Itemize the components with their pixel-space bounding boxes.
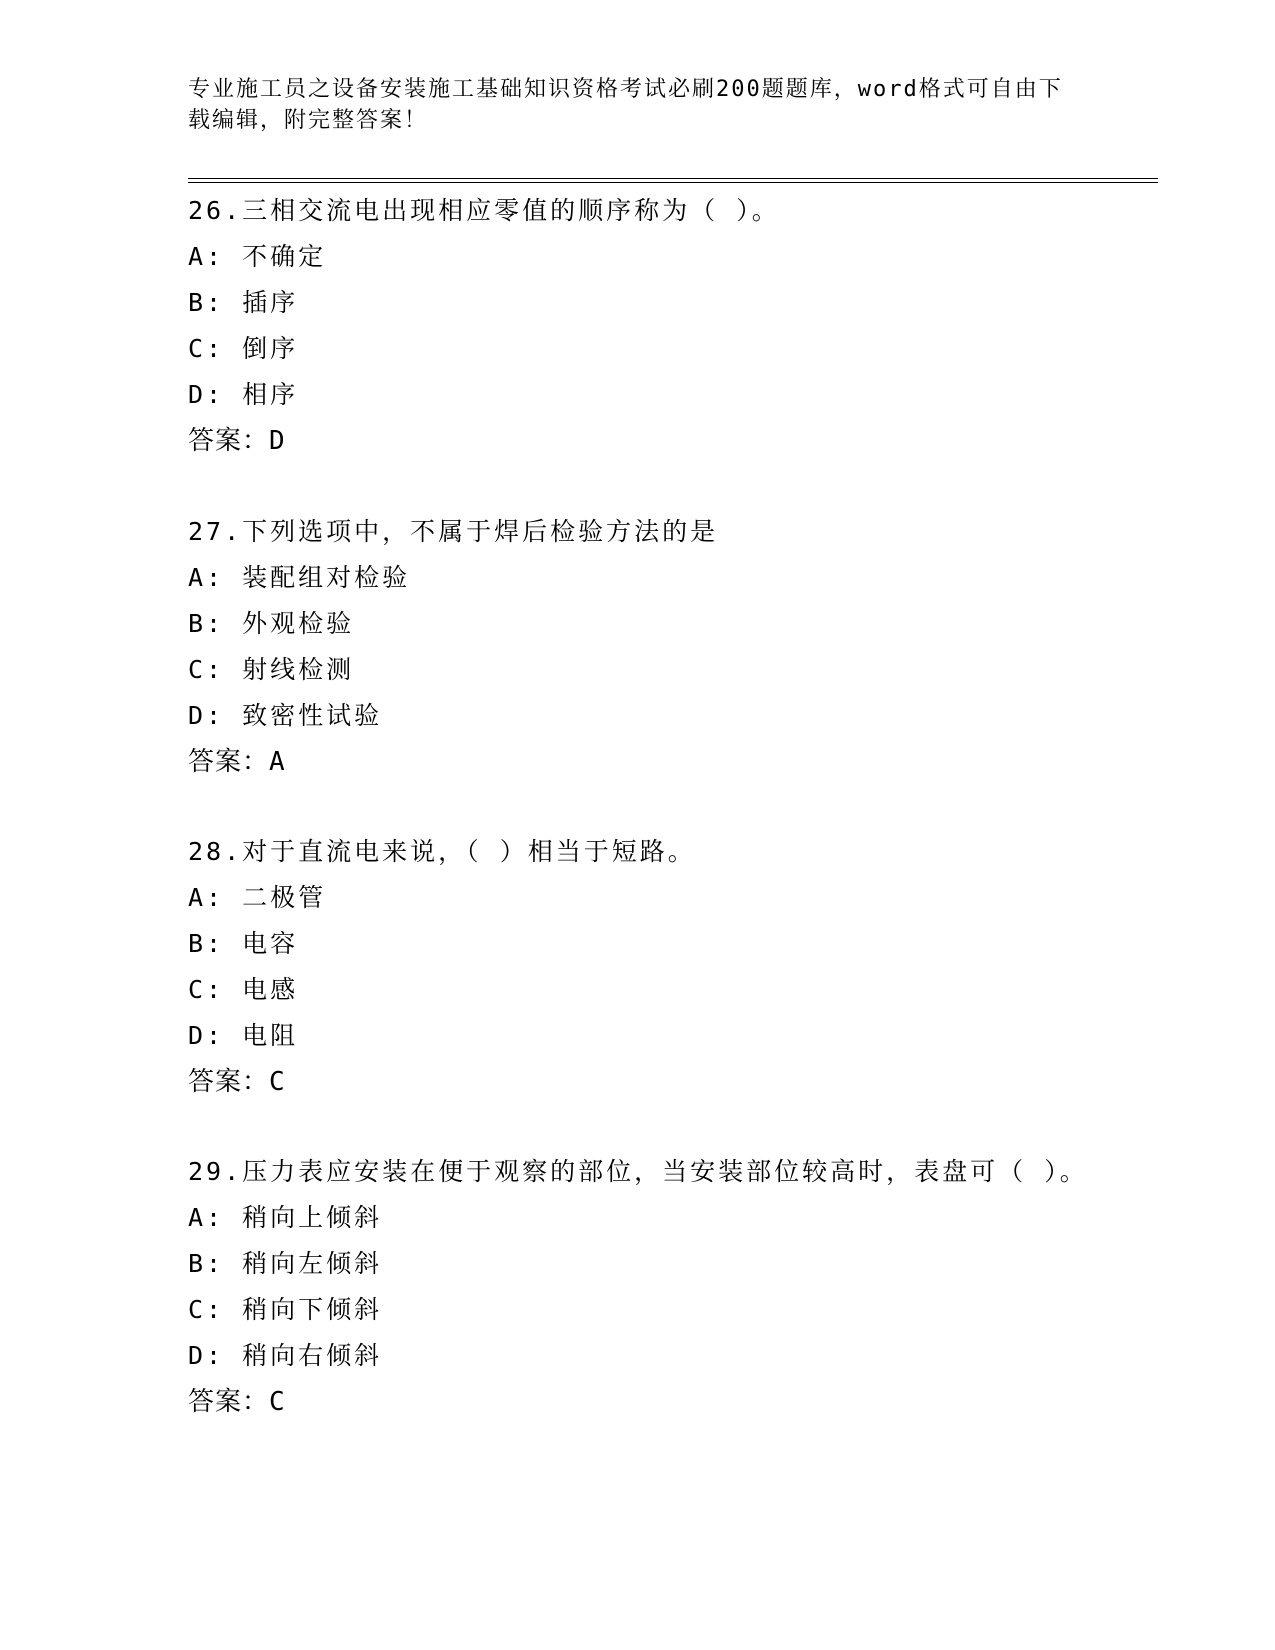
option-a: A: 稍向上倾斜 xyxy=(188,1203,383,1232)
header-divider-bottom xyxy=(188,182,1158,183)
header-divider-top xyxy=(188,178,1158,179)
answer: 答案：C xyxy=(188,1387,286,1417)
question-stem: 28.对于直流电来说，（ ）相当于短路。 xyxy=(188,837,696,866)
option-a: A: 不确定 xyxy=(188,242,327,271)
option-d: D: 致密性试验 xyxy=(188,701,383,730)
question-stem: 27.下列选项中，不属于焊后检验方法的是 xyxy=(188,517,719,546)
option-a: A: 二极管 xyxy=(188,883,327,912)
option-c: C: 射线检测 xyxy=(188,655,355,684)
question-28 xyxy=(188,829,1088,1105)
question-stem: 29.压力表应安装在便于观察的部位，当安装部位较高时，表盘可（ ）。 xyxy=(188,1157,1088,1186)
option-a: A: 装配组对检验 xyxy=(188,563,411,592)
question-26 xyxy=(188,188,1088,464)
answer: 答案：A xyxy=(188,747,286,777)
option-b: B: 插序 xyxy=(188,288,299,317)
answer: 答案：C xyxy=(188,1067,286,1097)
option-b: B: 外观检验 xyxy=(188,609,355,638)
question-29 xyxy=(188,1149,1088,1425)
option-c: C: 倒序 xyxy=(188,334,299,363)
question-stem: 26.三相交流电出现相应零值的顺序称为（ ）。 xyxy=(188,196,780,225)
answer: 答案：D xyxy=(188,426,286,456)
option-d: D: 电阻 xyxy=(188,1021,299,1050)
option-d: D: 稍向右倾斜 xyxy=(188,1341,383,1370)
document-header: 专业施工员之设备安装施工基础知识资格考试必刷200题题库，word格式可自由下载编辑，附完整答案！ xyxy=(188,77,1063,133)
option-c: C: 电感 xyxy=(188,975,299,1004)
option-b: B: 稍向左倾斜 xyxy=(188,1249,383,1278)
option-c: C: 稍向下倾斜 xyxy=(188,1295,383,1324)
question-27 xyxy=(188,509,1088,785)
option-d: D: 相序 xyxy=(188,380,299,409)
option-b: B: 电容 xyxy=(188,929,299,958)
